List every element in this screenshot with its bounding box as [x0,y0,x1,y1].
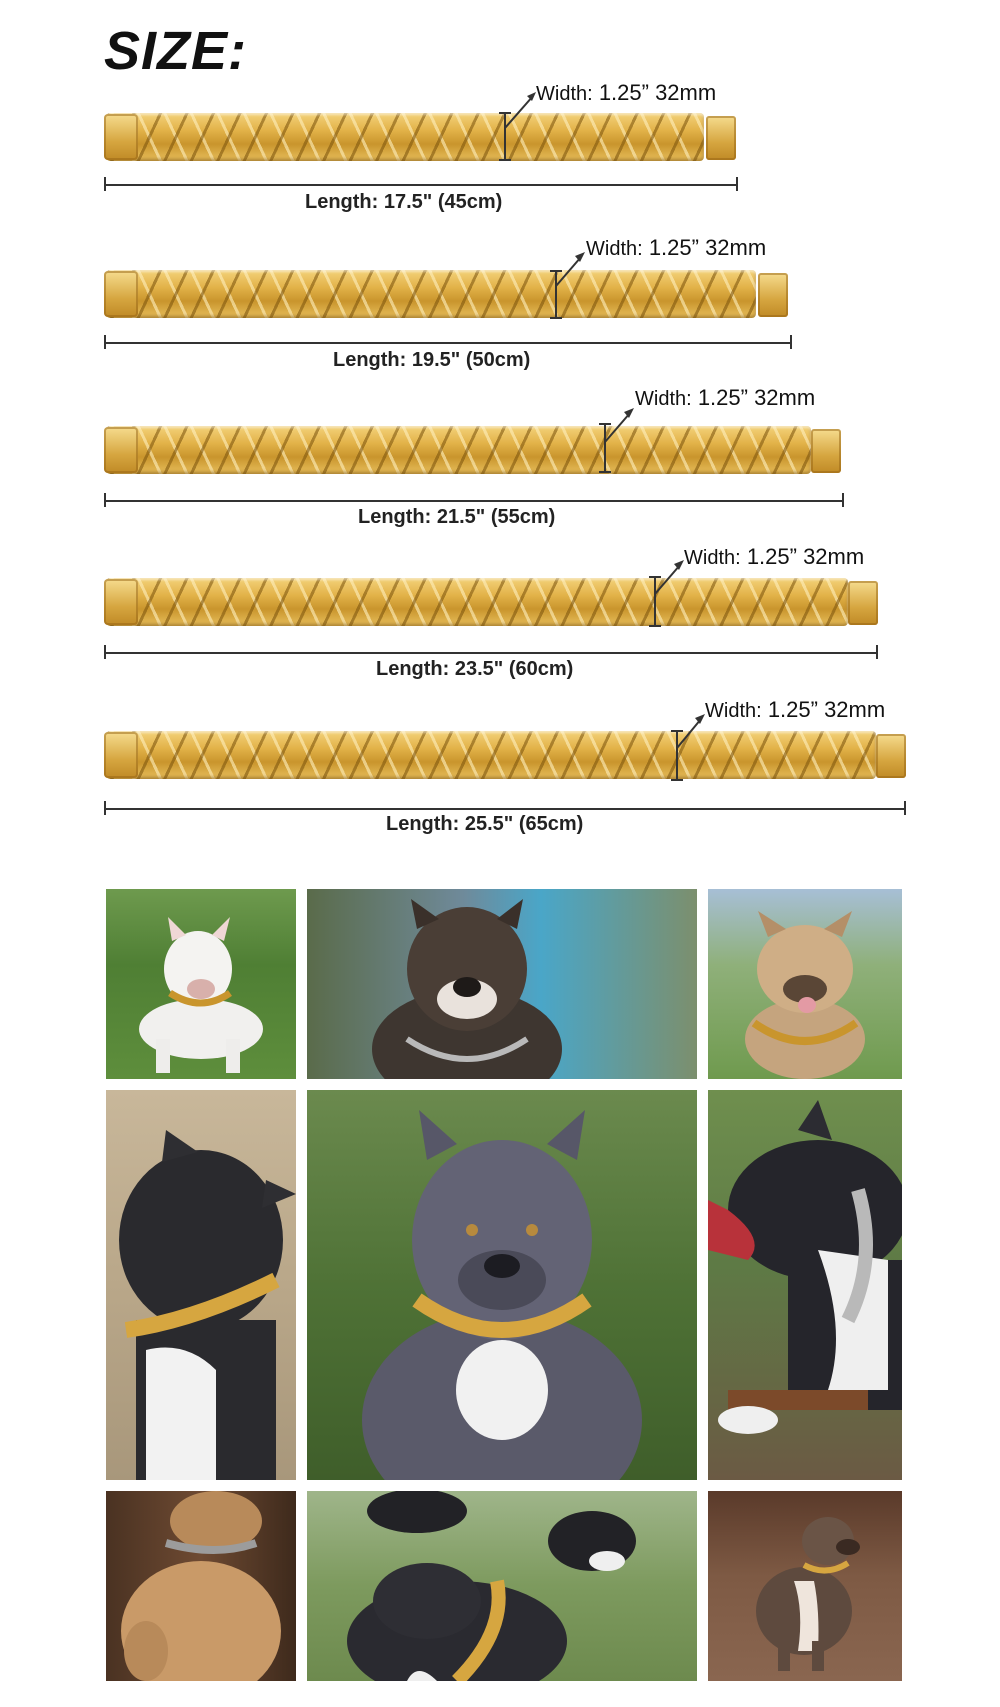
photo-grey-dog-portrait [307,1090,697,1480]
dog-illustration [307,1491,697,1681]
dog-illustration [307,1090,697,1480]
dog-illustration [708,1090,902,1480]
photo-brown-dog-sitting [708,1491,902,1681]
length-label-2: Length: 19.5" (50cm) [333,349,531,371]
photo-black-dog-profile [708,1090,902,1480]
length-label-5: Length: 25.5" (65cm) [386,813,584,835]
dog-illustration [106,1491,296,1681]
length-line-5 [104,808,906,810]
photo-white-dog-on-grass [106,889,296,1079]
dog-illustration [708,889,902,1079]
width-value: 1.25” 32mm [746,544,865,569]
width-value: 1.25” 32mm [697,385,816,410]
width-key: Width: [635,388,692,410]
length-label-3: Length: 21.5" (55cm) [358,506,556,528]
tick-left-5 [104,801,106,815]
width-value: 1.25” 32mm [598,80,717,105]
photo-black-white-dog-side [106,1090,296,1480]
length-label-4: Length: 23.5" (60cm) [376,658,574,680]
dog-illustration [307,889,697,1079]
tick-right-5 [904,801,906,815]
size-title: SIZE: [104,21,248,81]
width-value: 1.25” 32mm [767,697,886,722]
dog-illustration [106,889,296,1079]
photo-tan-dog-back [106,1491,296,1681]
width-key: Width: [705,700,762,722]
width-label-5 [705,697,885,723]
dog-illustration [708,1491,902,1681]
photo-black-dogs-in-yard [307,1491,697,1681]
width-value: 1.25” 32mm [648,235,767,260]
width-key: Width: [586,238,643,260]
photo-fawn-dog-on-grass [708,889,902,1079]
photo-brindle-dog-in-water [307,889,697,1079]
dog-illustration [106,1090,296,1480]
width-key: Width: [536,83,593,105]
length-label-1: Length: 17.5" (45cm) [305,191,503,213]
width-key: Width: [684,547,741,569]
